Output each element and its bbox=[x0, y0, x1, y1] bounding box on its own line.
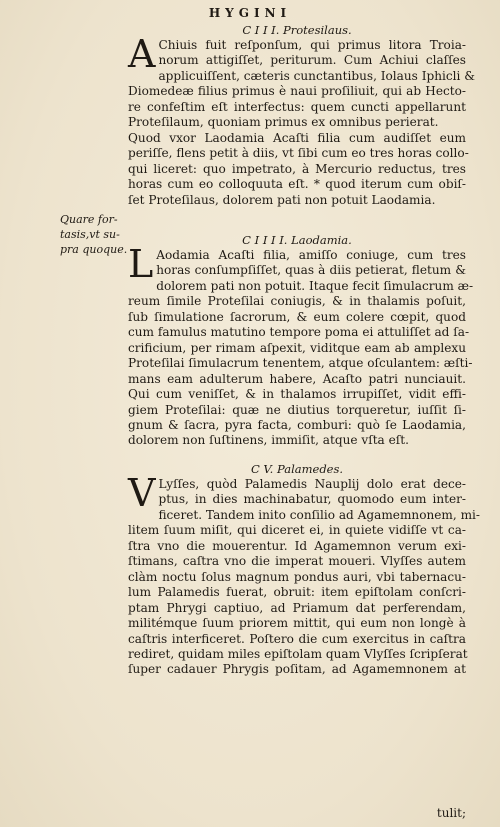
chapter-heading: C V. Palamedes. bbox=[250, 462, 344, 476]
text-line: Proteſilaum, quoniam primus ex omnibus perierat. bbox=[128, 115, 439, 130]
chapter-laodamia bbox=[128, 233, 474, 449]
text-line: militémque ſuum priorem mittit, qui eum non longè à bbox=[128, 616, 466, 631]
text-line: dolorem pati non potuit. Itaque fecit ſimulacrum æ- bbox=[156, 278, 474, 293]
initial-letter: A bbox=[128, 32, 156, 76]
text-line: lum Palamedis fuerat, obruit: item epiſtolam conſcri- bbox=[128, 585, 466, 600]
margin-note bbox=[60, 212, 126, 257]
running-head: HYGINI bbox=[208, 6, 292, 20]
catchword: tulit; bbox=[436, 806, 466, 820]
margin-note-line: tasis,vt su- bbox=[60, 228, 120, 241]
text-line: ptus, in dies machinabatur, quomodo eum inter- bbox=[158, 492, 466, 507]
text-line: ſuper cadauer Phrygis poſitam, ad Agamemnonem at bbox=[128, 662, 466, 677]
text-line: periſſe, flens petit à diis, vt ſibi cum eo tres horas collo- bbox=[128, 146, 469, 161]
chapter-heading: C I I I. Protesilaus. bbox=[242, 23, 352, 37]
text-line: ficeret. Tandem inito conſilio ad Agamemnonem, mi- bbox=[158, 507, 480, 522]
text-line: Lyſſes, quòd Palamedis Nauplij dolo erat dece- bbox=[158, 477, 466, 491]
text-line: horas conſumpſiſſet, quas à diis petierat, fletum & bbox=[156, 263, 466, 278]
text-line: ptam Phrygi captiuo, ad Priamum dat perferendam, bbox=[128, 600, 466, 615]
initial-letter: L bbox=[128, 242, 154, 286]
text-line: Qui cum veniſſet, & in thalamos irrupiſſet, vidit effi- bbox=[128, 387, 466, 402]
margin-note-line: Quare for- bbox=[60, 213, 118, 226]
margin-note-line: pra quoque. bbox=[60, 243, 128, 256]
text-line: rediret, quidam miles epiſtolam quam Vlyſſes ſcripſerat bbox=[128, 646, 468, 661]
chapter-heading: C I I I I. Laodamia. bbox=[242, 233, 352, 247]
initial-letter: V bbox=[128, 471, 156, 515]
text-line: horas cum eo colloquuta eſt. * quod iterum cum obiſ- bbox=[128, 177, 466, 192]
text-line: ſtra vno die mouerentur. Id Agamemnon verum exi- bbox=[128, 538, 466, 553]
text-line: ſtimans, caſtra vno die imperat moueri. Vlyſſes autem bbox=[128, 554, 466, 569]
text-line: clàm noctu ſolus magnum pondus auri, vbi tabernacu- bbox=[128, 569, 466, 584]
text-line: gnum & ſacra, pyra facta, comburi: quò ſe Laodamia, bbox=[128, 417, 466, 432]
text-line: Proteſilai ſimulacrum tenentem, atque oſculantem: æſti- bbox=[128, 356, 473, 371]
text-line: cum famulus matutino tempore poma ei attuliſſet ad ſa- bbox=[128, 325, 470, 340]
text-line: norum attigiſſet, periturum. Cum Achiui claſſes bbox=[158, 53, 466, 68]
text-line: mans eam adulterum habere, Acaſto patri nunciauit. bbox=[128, 371, 466, 386]
chapter-palamedes bbox=[128, 462, 480, 678]
text-line: Quod vxor Laodamia Acaſti filia cum audiſſet eum bbox=[128, 130, 466, 145]
text-line: giem Proteſilai: quæ ne diutius torqueretur, iuſſit ſi- bbox=[128, 402, 466, 417]
text-line: caſtris interficeret. Poſtero die cum exercitus in caſtra bbox=[128, 631, 466, 646]
text-line: Diomedeæ filius primus è naui proſiliuit, qui ab Hecto- bbox=[128, 84, 466, 99]
text-line: dolorem non ſuſtinens, immiſit, atque vſta eſt. bbox=[128, 433, 409, 448]
text-line: crificium, per rimam aſpexit, viditque eam ab amplexu bbox=[128, 340, 466, 355]
text-line: litem ſuum miſit, qui diceret ei, in quiete vidiſſe vt ca- bbox=[128, 523, 466, 538]
text-line: Aodamia Acaſti filia, amiſſo coniuge, cum tres bbox=[156, 248, 466, 262]
text-line: Chiuis fuit reſponſum, qui primus litora Troia- bbox=[158, 38, 466, 52]
chapter-protesilaus bbox=[128, 23, 476, 208]
text-line: qui liceret: quo impetrato, à Mercurio reductus, tres bbox=[128, 161, 466, 176]
text-line: ſet Proteſilaus, dolorem pati non potuit Laodamia. bbox=[128, 192, 436, 207]
text-line: applicuiſſent, cæteris cunctantibus, Iolaus Iphicli & bbox=[158, 68, 476, 83]
text-line: reum ſimile Proteſilai coniugis, & in thalamis poſuit, bbox=[128, 294, 466, 309]
text-line: ſub ſimulatione ſacrorum, & eum colere cœpit, quod bbox=[128, 309, 466, 324]
text-line: re confeſtim eſt interfectus: quem cuncti appellarunt bbox=[128, 99, 466, 114]
